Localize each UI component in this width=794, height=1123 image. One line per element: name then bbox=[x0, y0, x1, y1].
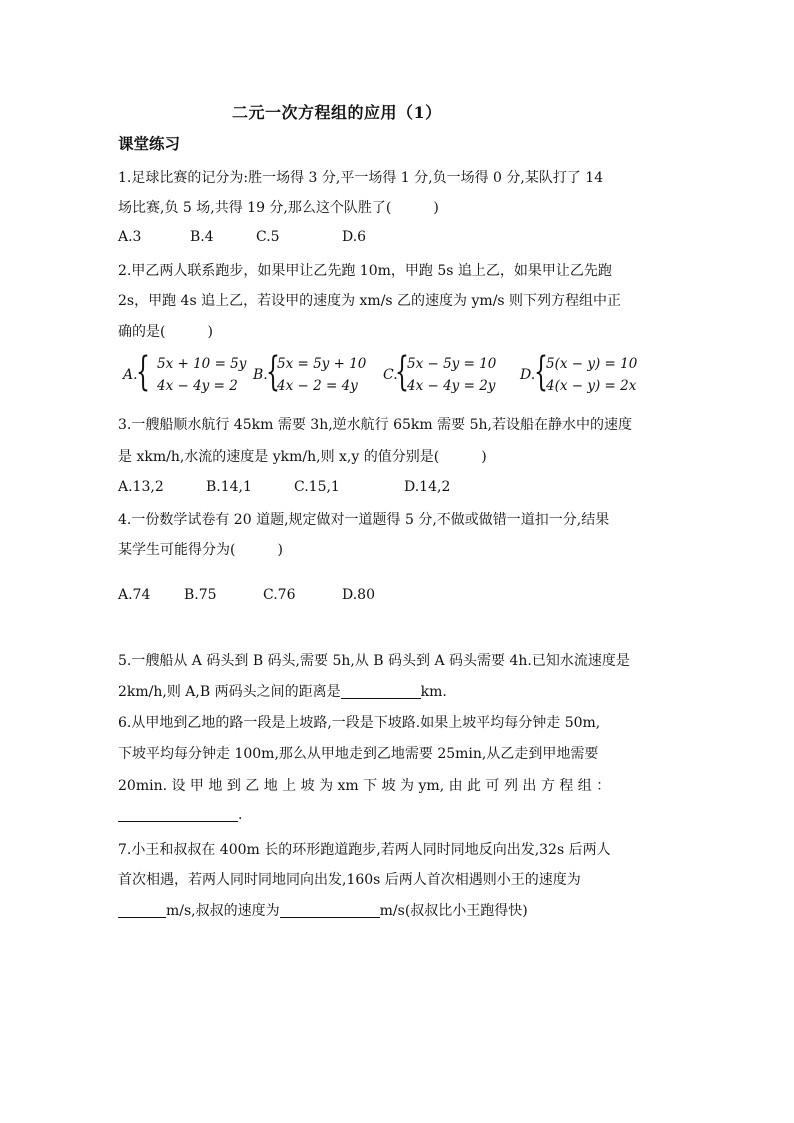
brace-symbol: { bbox=[534, 349, 548, 395]
q6-line-1: 6.从甲地到乙地的路一段是上坡路,一段是下坡路.如果上坡平均每分钟走 50m, bbox=[118, 715, 601, 731]
q3-option-a: A.13,2 bbox=[118, 479, 164, 495]
q5-unit: km. bbox=[420, 684, 447, 700]
q7-uncle-speed-blank[interactable] bbox=[280, 902, 380, 918]
brace-symbol: { bbox=[266, 349, 280, 395]
q2-option-b-label: B. bbox=[253, 367, 268, 383]
q6-line-4 bbox=[118, 806, 242, 823]
q1-line-1: 1.足球比赛的记分为:胜一场得 3 分,平一场得 1 分,负一场得 0 分,某队打了 14 bbox=[118, 170, 604, 186]
q2-option-d-label: D. bbox=[520, 367, 536, 383]
q2-option-a-eq-1: 5x + 10 = 5y bbox=[157, 356, 247, 372]
q2-option-a-eq-2: 4x − 4y = 2 bbox=[157, 378, 238, 394]
q5-line-2-text: 2km/h,则 A,B 两码头之间的距离是 bbox=[118, 684, 341, 700]
q2-option-a-label: A. bbox=[123, 367, 138, 383]
q2-option-c-label: C. bbox=[383, 367, 398, 383]
q3-option-c: C.15,1 bbox=[294, 479, 340, 495]
brace-symbol: { bbox=[395, 349, 409, 395]
q4-option-b: B.75 bbox=[184, 587, 217, 603]
q3-line-1: 3.一艘船顺水航行 45km 需要 3h,逆水航行 65km 需要 5h,若设船在静水中的速度 bbox=[118, 417, 632, 433]
q2-option-d-eq-1: 5(x − y) = 10 bbox=[546, 356, 638, 372]
q5-answer-blank[interactable] bbox=[341, 683, 421, 699]
q1-line-2: 场比赛,负 5 场,共得 19 分,那么这个队胜了( ) bbox=[118, 200, 439, 216]
q1-option-a: A.3 bbox=[118, 229, 142, 245]
q1-option-b: B.4 bbox=[190, 229, 214, 245]
q3-option-d: D.14,2 bbox=[404, 479, 451, 495]
q4-line-2: 某学生可能得分为( ) bbox=[118, 542, 283, 558]
q5-line-1: 5.一艘船从 A 码头到 B 码头,需要 5h,从 B 码头到 A 码头需要 4h.已知水流速度是 bbox=[118, 653, 630, 669]
q2-line-2: 2s，甲跑 4s 追上乙，若设甲的速度为 xm/s 乙的速度为 ym/s 则下列方程组中正 bbox=[118, 293, 622, 309]
q7-line-1: 7.小王和叔叔在 400m 长的环形跑道跑步,若两人同时同地反向出发,32s 后两人 bbox=[118, 842, 611, 858]
q1-option-c: C.5 bbox=[256, 229, 280, 245]
q6-answer-blank[interactable] bbox=[118, 806, 238, 822]
q6-period: . bbox=[238, 807, 243, 823]
q1-option-d: D.6 bbox=[342, 229, 367, 245]
q2-line-3: 确的是( ) bbox=[118, 324, 213, 340]
q2-option-b-eq-2: 4x − 2 = 4y bbox=[277, 378, 358, 394]
q7-line-3-post: m/s(叔叔比小王跑得快) bbox=[379, 903, 528, 919]
q3-line-2: 是 xkm/h,水流的速度是 ykm/h,则 x,y 的值分别是( ) bbox=[118, 449, 487, 465]
q4-option-a: A.74 bbox=[118, 587, 151, 603]
q2-option-b-eq-1: 5x = 5y + 10 bbox=[277, 356, 367, 372]
q4-line-1: 4.一份数学试卷有 20 道题,规定做对一道题得 5 分,不做或做错一道扣一分,结果 bbox=[118, 512, 610, 528]
q2-option-c-eq-2: 4x − 4y = 2y bbox=[407, 378, 496, 394]
q4-option-c: C.76 bbox=[263, 587, 296, 603]
q7-xiaowang-speed-blank[interactable] bbox=[118, 902, 166, 918]
q2-option-d-eq-2: 4(x − y) = 2x bbox=[546, 378, 637, 394]
q6-line-3: 20min. 设 甲 地 到 乙 地 上 坡 为 xm 下 坡 为 ym, 由 此 可 列 出 方 程 组 ： bbox=[118, 778, 611, 794]
q3-option-b: B.14,1 bbox=[206, 479, 252, 495]
q2-line-1: 2.甲乙两人联系跑步，如果甲让乙先跑 10m，甲跑 5s 追上乙，如果甲让乙先跑 bbox=[118, 263, 612, 279]
q5-line-2 bbox=[118, 681, 447, 701]
page-title: 二元一次方程组的应用（1） bbox=[232, 103, 442, 122]
q7-line-3 bbox=[118, 900, 528, 920]
q7-line-3-mid: m/s,叔叔的速度为 bbox=[166, 903, 280, 919]
q4-option-d: D.80 bbox=[342, 587, 375, 603]
q6-line-2: 下坡平均每分钟走 100m,那么从甲地走到乙地需要 25min,从乙走到甲地需要 bbox=[118, 746, 599, 762]
q2-option-c-eq-1: 5x − 5y = 10 bbox=[407, 356, 497, 372]
q7-line-2: 首次相遇，若两人同时同地同向出发,160s 后两人首次相遇则小王的速度为 bbox=[118, 872, 581, 888]
brace-symbol: { bbox=[136, 349, 150, 395]
section-heading: 课堂练习 bbox=[118, 134, 181, 153]
